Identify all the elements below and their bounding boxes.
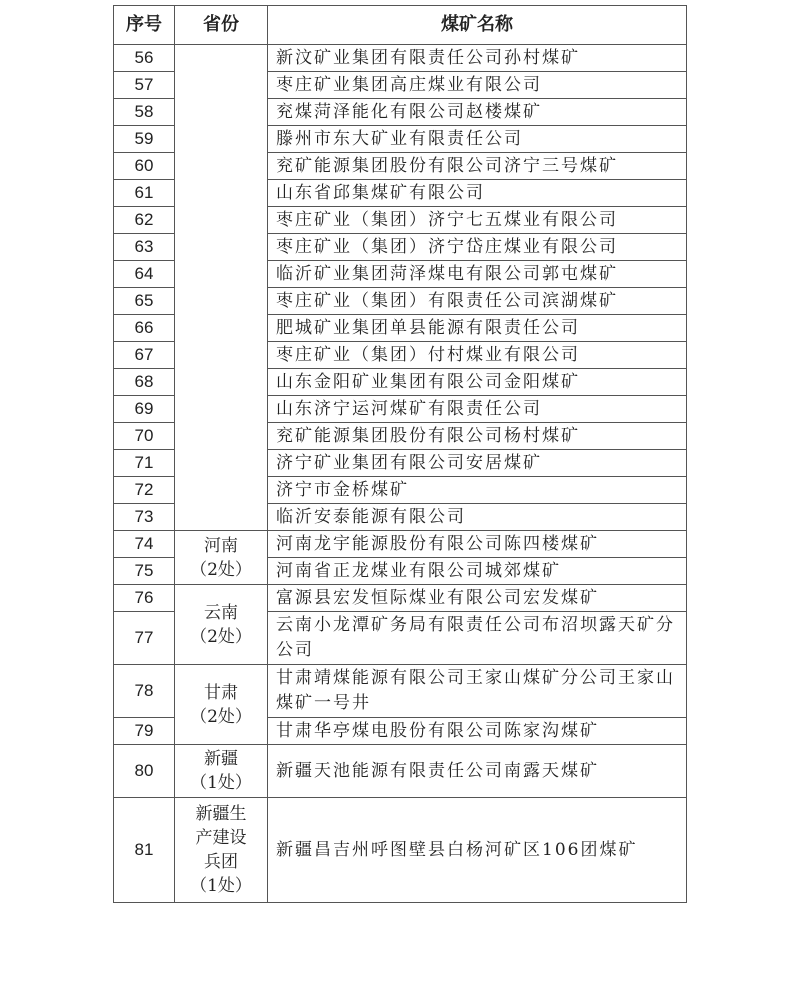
row-no: 60: [114, 153, 175, 180]
mine-name: 新疆天池能源有限责任公司南露天煤矿: [268, 745, 687, 798]
header-no: 序号: [114, 6, 175, 45]
row-no: 73: [114, 504, 175, 531]
province-count: （2处）: [190, 559, 252, 580]
row-no: 62: [114, 207, 175, 234]
table-row: [114, 745, 687, 798]
mine-name: 山东省邱集煤矿有限公司: [268, 180, 687, 207]
mine-name: 枣庄矿业（集团）有限责任公司滨湖煤矿: [268, 288, 687, 315]
province-cell-bingtuan: [175, 798, 268, 903]
table-header-row: [114, 6, 687, 45]
province-name: 河南: [204, 535, 238, 556]
mine-name: 兖煤菏泽能化有限公司赵楼煤矿: [268, 99, 687, 126]
row-no: 65: [114, 288, 175, 315]
row-no: 78: [114, 665, 175, 718]
mine-name: 山东金阳矿业集团有限公司金阳煤矿: [268, 369, 687, 396]
province-cell-yunnan: [175, 585, 268, 665]
mine-name: 兖矿能源集团股份有限公司杨村煤矿: [268, 423, 687, 450]
mine-name: 新汶矿业集团有限责任公司孙村煤矿: [268, 45, 687, 72]
mine-name: 云南小龙潭矿务局有限责任公司布沼坝露天矿分公司: [268, 612, 687, 665]
header-province: 省份: [175, 6, 268, 45]
table-row: [114, 531, 687, 558]
province-name: 甘肃: [204, 682, 238, 703]
mine-name: 枣庄矿业（集团）付村煤业有限公司: [268, 342, 687, 369]
mine-name: 临沂矿业集团菏泽煤电有限公司郭屯煤矿: [268, 261, 687, 288]
row-no: 77: [114, 612, 175, 665]
province-name-line: 新疆生: [195, 804, 247, 824]
mine-name: 富源县宏发恒际煤业有限公司宏发煤矿: [268, 585, 687, 612]
province-name: 新疆: [204, 749, 238, 769]
mine-name: 枣庄矿业（集团）济宁七五煤业有限公司: [268, 207, 687, 234]
province-cell-gansu: [175, 665, 268, 745]
row-no: 71: [114, 450, 175, 477]
row-no: 69: [114, 396, 175, 423]
province-cell-henan: [175, 531, 268, 585]
mine-name: 河南龙宇能源股份有限公司陈四楼煤矿: [268, 531, 687, 558]
row-no: 76: [114, 585, 175, 612]
province-name-line: 产建设: [195, 828, 247, 848]
mine-name: 兖矿能源集团股份有限公司济宁三号煤矿: [268, 153, 687, 180]
mine-name: 山东济宁运河煤矿有限责任公司: [268, 396, 687, 423]
province-name: 云南: [204, 602, 238, 623]
table-row: [114, 45, 687, 72]
row-no: 63: [114, 234, 175, 261]
row-no: 74: [114, 531, 175, 558]
province-cell-continued: [175, 45, 268, 531]
table-row: [114, 798, 687, 903]
province-name-line: 兵团: [204, 852, 238, 872]
row-no: 72: [114, 477, 175, 504]
mine-name: 河南省正龙煤业有限公司城郊煤矿: [268, 558, 687, 585]
row-no: 67: [114, 342, 175, 369]
row-no: 58: [114, 99, 175, 126]
province-count: （1处）: [190, 773, 252, 793]
row-no: 79: [114, 718, 175, 745]
province-count: （2处）: [190, 706, 252, 727]
mine-name: 济宁市金桥煤矿: [268, 477, 687, 504]
mine-name: 滕州市东大矿业有限责任公司: [268, 126, 687, 153]
province-count: （2处）: [190, 626, 252, 647]
row-no: 57: [114, 72, 175, 99]
province-count: （1处）: [190, 876, 252, 896]
mine-name: 甘肃华亭煤电股份有限公司陈家沟煤矿: [268, 718, 687, 745]
row-no: 66: [114, 315, 175, 342]
mine-name: 肥城矿业集团单县能源有限责任公司: [268, 315, 687, 342]
row-no: 70: [114, 423, 175, 450]
row-no: 59: [114, 126, 175, 153]
table-row: [114, 585, 687, 612]
mine-name: 枣庄矿业集团高庄煤业有限公司: [268, 72, 687, 99]
row-no: 61: [114, 180, 175, 207]
header-mine-name: 煤矿名称: [268, 6, 687, 45]
row-no: 56: [114, 45, 175, 72]
row-no: 75: [114, 558, 175, 585]
mine-name: 枣庄矿业（集团）济宁岱庄煤业有限公司: [268, 234, 687, 261]
mine-name: 临沂安泰能源有限公司: [268, 504, 687, 531]
mine-name: 济宁矿业集团有限公司安居煤矿: [268, 450, 687, 477]
table-row: [114, 665, 687, 718]
row-no: 64: [114, 261, 175, 288]
province-cell-xinjiang: [175, 745, 268, 798]
mine-name: 甘肃靖煤能源有限公司王家山煤矿分公司王家山煤矿一号井: [268, 665, 687, 718]
row-no: 80: [114, 745, 175, 798]
coal-mine-table: [113, 5, 687, 903]
mine-name: 新疆昌吉州呼图壁县白杨河矿区106团煤矿: [268, 798, 687, 903]
row-no: 68: [114, 369, 175, 396]
row-no: 81: [114, 798, 175, 903]
